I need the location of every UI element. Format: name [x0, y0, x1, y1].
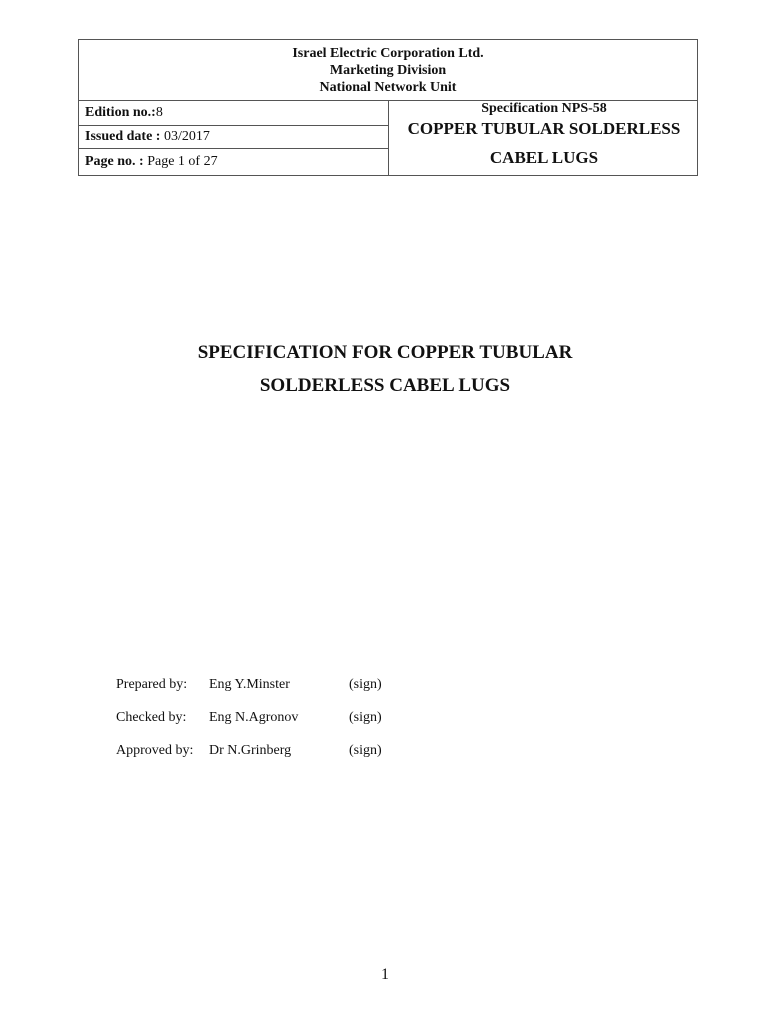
- organization-name: Israel Electric Corporation Ltd.: [292, 46, 484, 61]
- page-number: 1: [381, 966, 389, 983]
- signature-sign: (sign): [349, 677, 382, 692]
- signature-sign: (sign): [349, 743, 382, 758]
- issued-date-value: 03/2017: [160, 129, 210, 144]
- organization-block: [79, 40, 697, 100]
- page-number-label: Page no. :: [85, 154, 144, 169]
- page-number-field: [85, 153, 218, 171]
- specification-title-line-2: CABEL LUGS: [489, 148, 599, 167]
- issued-date-label: Issued date :: [85, 129, 161, 144]
- signature-name: Eng Y.Minster: [209, 677, 290, 692]
- specification-number: Specification NPS-58: [481, 101, 607, 116]
- issued-date-field: [85, 128, 210, 146]
- signature-name: Dr N.Grinberg: [209, 743, 292, 758]
- left-cell-divider: [79, 125, 388, 126]
- left-cell-divider: [79, 148, 388, 149]
- unit-name: National Network Unit: [319, 80, 457, 95]
- edition-value: 8: [155, 105, 163, 120]
- signature-role: Approved by:: [116, 743, 194, 758]
- signature-name: Eng N.Agronov: [209, 710, 299, 725]
- document-header-table: [78, 39, 698, 176]
- division-name: Marketing Division: [329, 63, 447, 78]
- signature-role: Prepared by:: [116, 677, 188, 692]
- document-title-line-1: SPECIFICATION FOR COPPER TUBULAR: [197, 342, 573, 363]
- specification-title-line-1: COPPER TUBULAR SOLDERLESS: [407, 119, 681, 138]
- signature-sign: (sign): [349, 710, 382, 725]
- edition-field: [85, 104, 163, 122]
- signature-role: Checked by:: [116, 710, 187, 725]
- edition-label: Edition no.:: [85, 105, 156, 120]
- page-number-value: Page 1 of 27: [143, 154, 218, 169]
- document-title-line-2: SOLDERLESS CABEL LUGS: [259, 375, 511, 396]
